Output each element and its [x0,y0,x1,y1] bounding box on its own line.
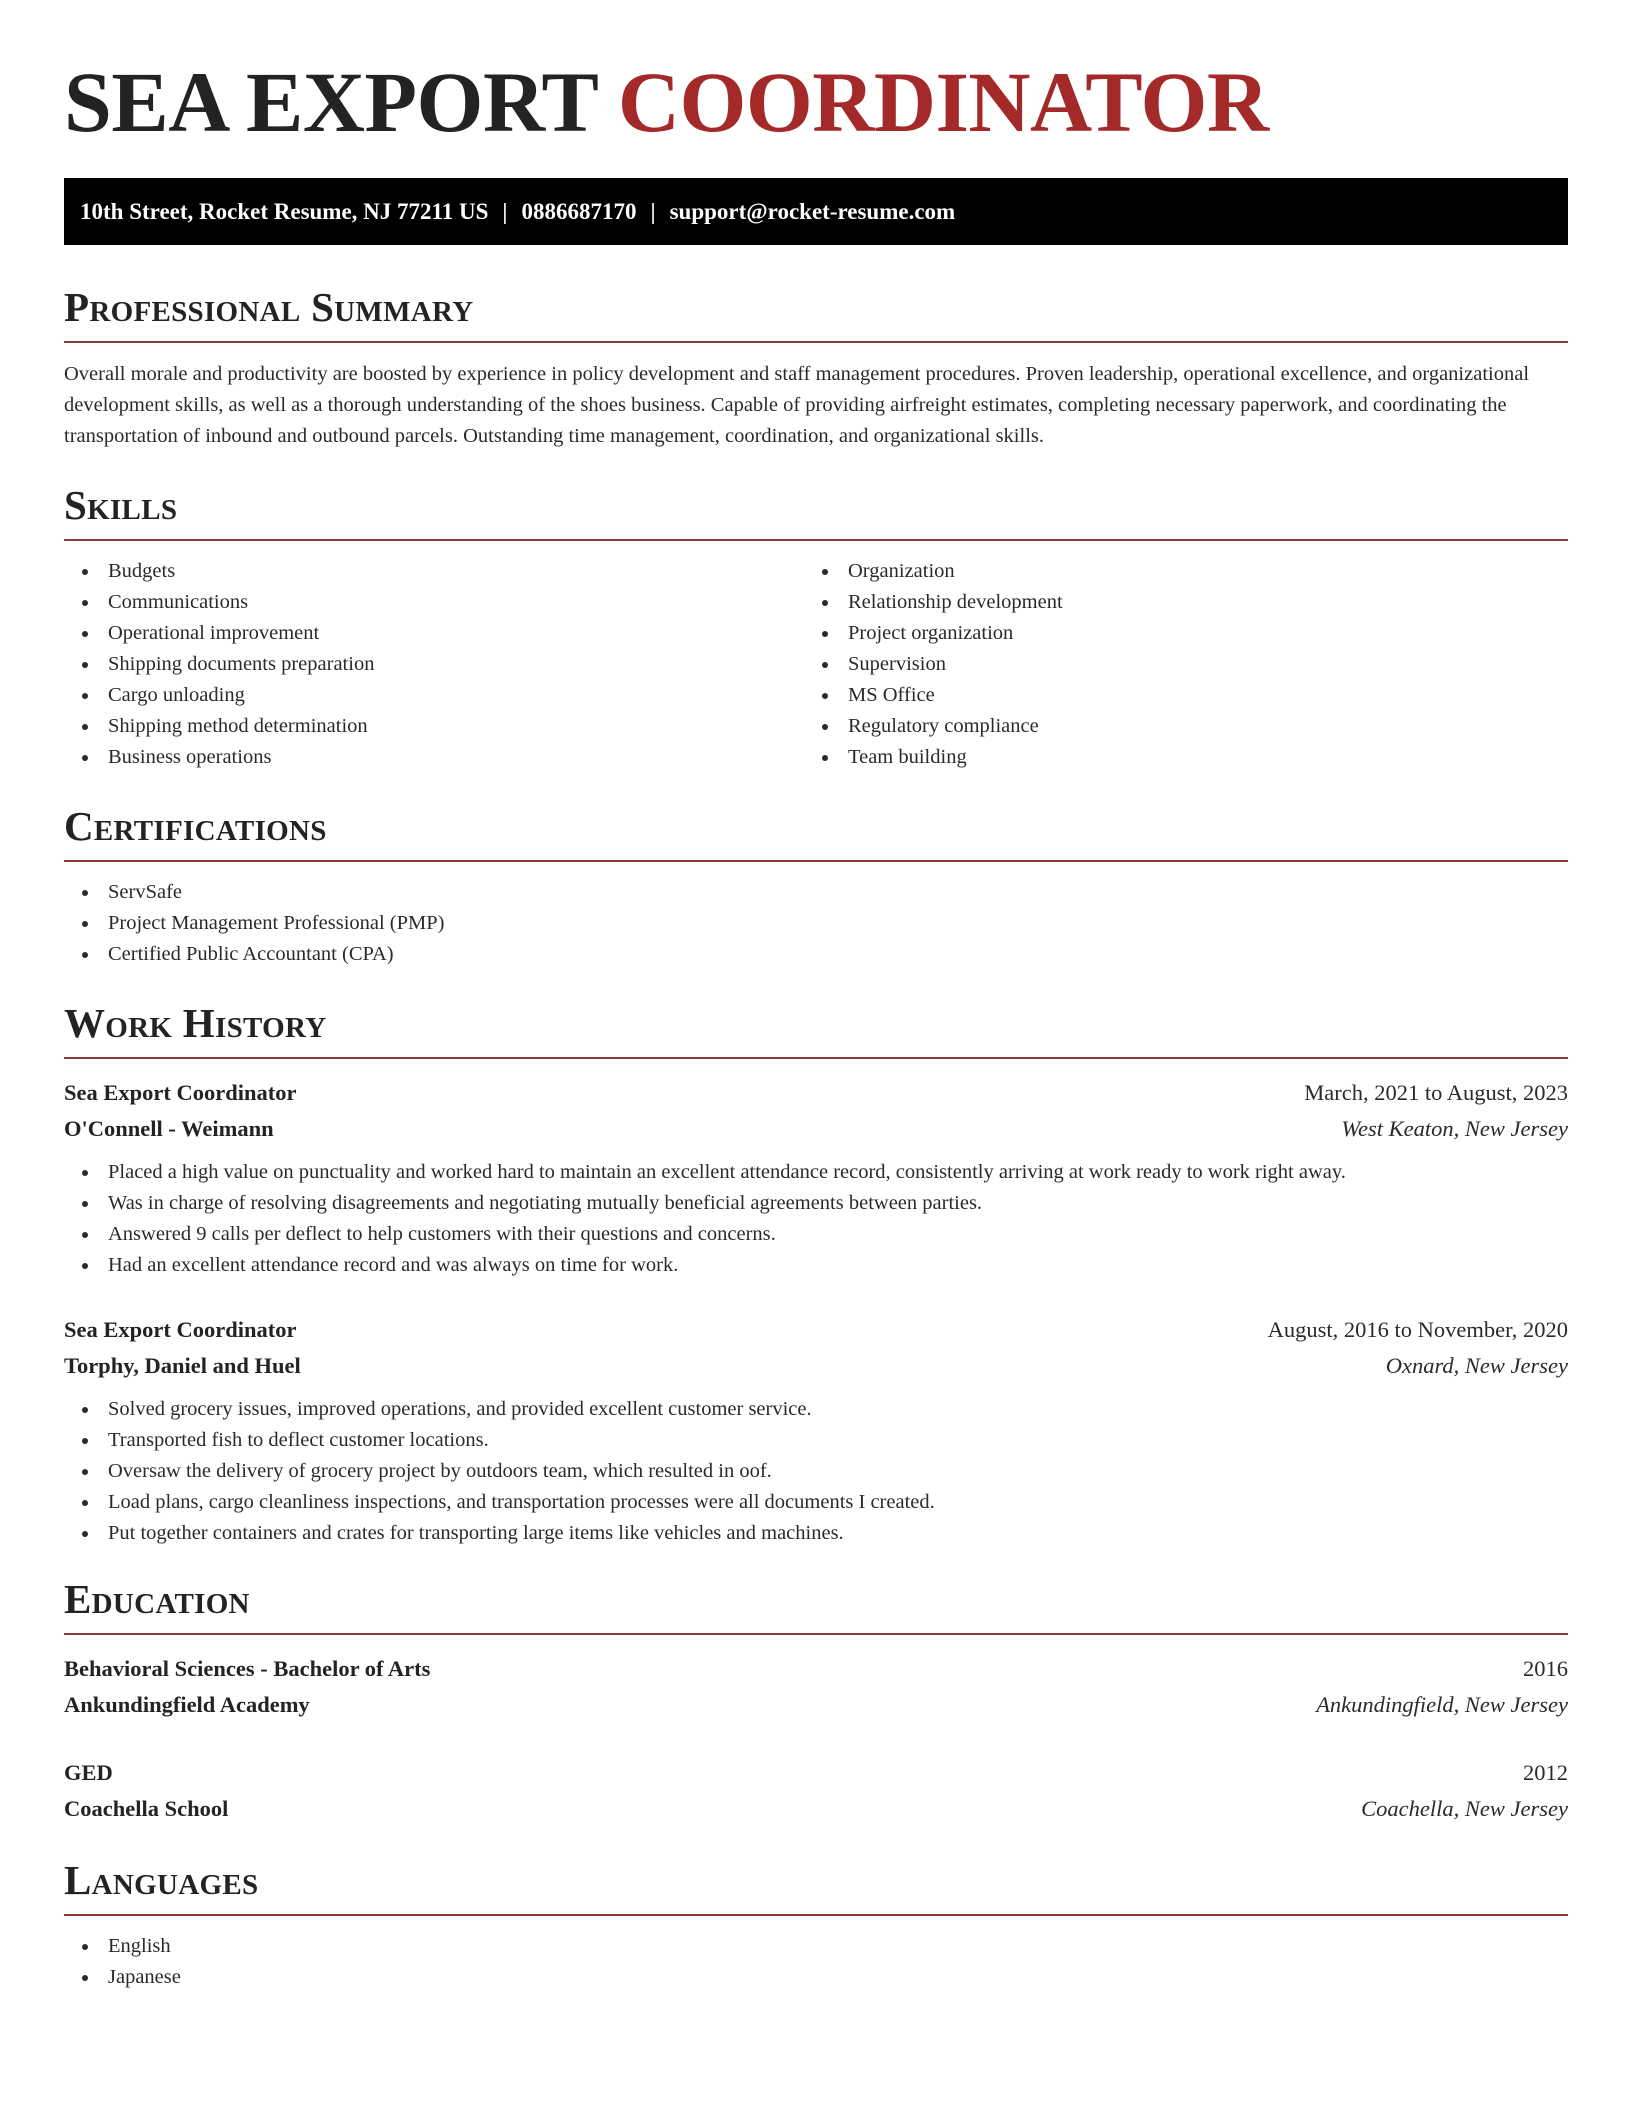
skill-item: Shipping documents preparation [64,649,804,680]
job-location: Oxnard, New Jersey [1385,1353,1568,1378]
skill-item: Cargo unloading [64,680,804,711]
education-degree-row [64,1755,1568,1791]
education-entry [64,1755,1568,1827]
job-duty: Was in charge of resolving disagreements and negotiating mutually beneficial agreements between parties. [64,1188,1568,1219]
summary-text: Overall morale and productivity are boosted by experience in policy development and staff management procedures. Proven leadership, operational excellence, and organizational development skills, as well as a thorough understanding of the shoes business. Capable of providing airfreight estimates, completing necessary paperwork, and coordinating the transportation of inbound and outbound parcels. Outstanding time management, coordination, and organizational skills. [64,363,1530,447]
skill-item: Budgets [64,556,804,587]
summary-heading: Professional Summary [64,284,474,330]
skills-heading: Skills [64,482,178,528]
certification-item: Certified Public Accountant (CPA) [64,939,1568,970]
education-school-row [64,1687,1568,1723]
name-part-accent: COORDINATOR [617,54,1269,150]
job-dates: August, 2016 to November, 2020 [1267,1317,1568,1342]
section-divider [64,539,1568,541]
contact-bar [64,178,1568,245]
skills-grid [64,556,1568,773]
job-duty: Load plans, cargo cleanliness inspections, and transportation processes were all documents I created. [64,1487,1568,1518]
skill-item: Relationship development [804,587,1544,618]
section-divider [64,341,1568,343]
certification-item: Project Management Professional (PMP) [64,908,1568,939]
job-duty: Had an excellent attendance record and was always on time for work. [64,1250,1568,1281]
skill-item: Operational improvement [64,618,804,649]
job-company-row [64,1111,1568,1147]
skills-section [64,479,1568,773]
language-item: English [64,1931,1568,1962]
certification-item: ServSafe [64,877,1568,908]
contact-email[interactable]: support@rocket-resume.com [669,199,956,224]
education-location: Ankundingfield, New Jersey [1316,1692,1568,1717]
job-company: O'Connell - Weimann [64,1116,274,1141]
education-school-row [64,1791,1568,1827]
job-title: Sea Export Coordinator [64,1317,297,1342]
job-duty: Put together containers and crates for transporting large items like vehicles and machines. [64,1518,1568,1549]
education-degree: GED [64,1760,113,1785]
job-entry [64,1075,1568,1281]
languages-section [64,1854,1568,1993]
skill-item: Business operations [64,742,804,773]
job-duties-list [64,1394,1568,1549]
contact-phone[interactable]: 0886687170 [521,199,637,224]
job-duty: Transported fish to deflect customer locations. [64,1425,1568,1456]
job-company: Torphy, Daniel and Huel [64,1353,301,1378]
languages-list [64,1931,1568,1993]
skill-item: Organization [804,556,1544,587]
education-entry [64,1651,1568,1723]
certifications-list [64,877,1568,970]
section-divider [64,860,1568,862]
summary-section [64,281,1568,452]
job-entry [64,1312,1568,1549]
job-duties-list [64,1157,1568,1281]
skill-item: Supervision [804,649,1544,680]
skill-item: Communications [64,587,804,618]
education-degree: Behavioral Sciences - Bachelor of Arts [64,1656,431,1681]
contact-address: 10th Street, Rocket Resume, NJ 77211 US [80,199,489,224]
skill-item: Regulatory compliance [804,711,1544,742]
skill-item: MS Office [804,680,1544,711]
name-part-dark: SEA EXPORT [64,54,597,150]
languages-heading: Languages [64,1857,259,1903]
section-divider [64,1057,1568,1059]
resume-name-heading [64,0,1568,152]
job-location: West Keaton, New Jersey [1341,1116,1568,1141]
job-duty: Oversaw the delivery of grocery project by outdoors team, which resulted in oof. [64,1456,1568,1487]
job-duty: Placed a high value on punctuality and worked hard to maintain an excellent attendance record, consistently arriving at work ready to work right away. [64,1157,1568,1188]
skill-item: Shipping method determination [64,711,804,742]
section-divider [64,1633,1568,1635]
education-year: 2012 [1523,1760,1568,1785]
work-history-heading: Work History [64,1000,327,1046]
certifications-section [64,800,1568,970]
skills-list-left [64,556,804,773]
education-year: 2016 [1523,1656,1568,1681]
education-degree-row [64,1651,1568,1687]
job-dates: March, 2021 to August, 2023 [1304,1080,1568,1105]
education-school: Ankundingfield Academy [64,1692,310,1717]
education-section [64,1573,1568,1827]
skill-item: Project organization [804,618,1544,649]
job-title: Sea Export Coordinator [64,1080,297,1105]
section-divider [64,1914,1568,1916]
education-location: Coachella, New Jersey [1361,1796,1568,1821]
skill-item: Team building [804,742,1544,773]
education-heading: Education [64,1576,250,1622]
contact-separator: | [650,199,656,224]
certifications-heading: Certifications [64,803,327,849]
language-item: Japanese [64,1962,1568,1993]
job-duty: Answered 9 calls per deflect to help customers with their questions and concerns. [64,1219,1568,1250]
job-title-row [64,1312,1568,1348]
job-company-row [64,1348,1568,1384]
education-school: Coachella School [64,1796,229,1821]
job-title-row [64,1075,1568,1111]
work-history-section [64,997,1568,1549]
job-duty: Solved grocery issues, improved operations, and provided excellent customer service. [64,1394,1568,1425]
contact-separator: | [502,199,508,224]
skills-list-right [804,556,1544,773]
